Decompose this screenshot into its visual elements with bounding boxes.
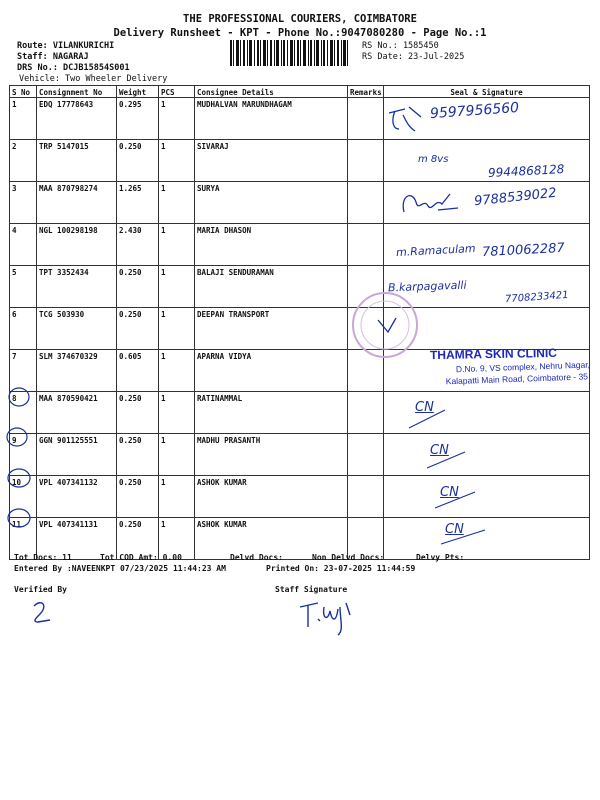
cell-pcs: 1 bbox=[159, 476, 195, 518]
handwritten-phone-2: 9944868128 bbox=[487, 162, 565, 180]
handwritten-mark-4: m.Ramaculam bbox=[395, 241, 476, 260]
cell-pcs: 1 bbox=[159, 224, 195, 266]
cell-weight: 0.250 bbox=[117, 434, 159, 476]
staff-signature-label: Staff Signature bbox=[275, 585, 348, 594]
table-header-row bbox=[10, 86, 590, 98]
barcode-icon bbox=[230, 40, 348, 66]
cell-sno: 1 bbox=[10, 98, 37, 140]
rs-date: RS Date: 23-Jul-2025 bbox=[362, 52, 465, 62]
col-consignee: Consignee Details bbox=[195, 86, 348, 98]
staff-signature-icon bbox=[296, 597, 360, 637]
cell-weight: 2.430 bbox=[117, 224, 159, 266]
cell-remarks bbox=[348, 140, 384, 182]
entered-by: Entered By :NAVEENKPT 07/23/2025 11:44:23 AM bbox=[14, 564, 226, 573]
cell-consignment: NGL 100298198 bbox=[37, 224, 117, 266]
cell-sno: 2 bbox=[10, 140, 37, 182]
cell-consignment: SLM 374670329 bbox=[37, 350, 117, 392]
cell-consignment: TPT 3352434 bbox=[37, 266, 117, 308]
total-docs: Tot Docs: 11 bbox=[14, 553, 72, 562]
cell-consignee: BALAJI SENDURAMAN bbox=[195, 266, 348, 308]
cell-pcs: 1 bbox=[159, 98, 195, 140]
cell-remarks bbox=[348, 392, 384, 434]
signature-scribble-icon bbox=[398, 188, 468, 222]
handwritten-cn-row9: CN bbox=[430, 443, 449, 458]
handwritten-mark-2: m 8vs bbox=[418, 154, 449, 165]
sno-circle-marks bbox=[0, 380, 40, 530]
delivered-docs: Delvd Docs: bbox=[230, 553, 283, 562]
cell-remarks bbox=[348, 476, 384, 518]
cell-consignee: SURYA bbox=[195, 182, 348, 224]
cell-sno: 7 bbox=[10, 350, 37, 392]
cell-weight: 0.250 bbox=[117, 308, 159, 350]
cell-remarks bbox=[348, 224, 384, 266]
handwritten-name-5: B.karpagavalli bbox=[387, 278, 467, 295]
route-label: Route: VILANKURICHI bbox=[17, 41, 115, 51]
cell-pcs: 1 bbox=[159, 518, 195, 560]
cell-pcs: 1 bbox=[159, 140, 195, 182]
handwritten-cn-row10: CN bbox=[440, 485, 459, 500]
col-consignment: Consignment No bbox=[37, 86, 117, 98]
cell-consignee: MUDHALVAN MARUNDHAGAM bbox=[195, 98, 348, 140]
company-name: THE PROFESSIONAL COURIERS, COIMBATORE bbox=[183, 13, 417, 25]
cell-weight: 0.250 bbox=[117, 518, 159, 560]
cell-pcs: 1 bbox=[159, 434, 195, 476]
table-row bbox=[10, 308, 590, 350]
handwritten-cn-row8: CN bbox=[415, 400, 434, 415]
verified-by-label: Verified By bbox=[14, 585, 67, 594]
cell-weight: 0.295 bbox=[117, 98, 159, 140]
cell-consignment: MAA 870590421 bbox=[37, 392, 117, 434]
cn-strike-marks bbox=[405, 398, 505, 548]
col-pcs: PCS bbox=[159, 86, 195, 98]
clinic-stamp-name: THAMRA SKIN CLINIC bbox=[429, 345, 558, 363]
col-sno: S No bbox=[10, 86, 37, 98]
vehicle-label: Vehicle: Two Wheeler Delivery bbox=[19, 74, 168, 84]
cell-consignment: TRP 5147015 bbox=[37, 140, 117, 182]
cell-consignee: APARNA VIDYA bbox=[195, 350, 348, 392]
cell-pcs: 1 bbox=[159, 266, 195, 308]
cell-weight: 0.250 bbox=[117, 392, 159, 434]
runsheet-subtitle: Delivery Runsheet - KPT - Phone No.:9047080280 - Page No.:1 bbox=[113, 27, 487, 39]
delivery-points: Delvy Pts: bbox=[416, 553, 465, 562]
cell-consignee: DEEPAN TRANSPORT bbox=[195, 308, 348, 350]
cell-consignment: GGN 901125551 bbox=[37, 434, 117, 476]
cell-weight: 0.250 bbox=[117, 140, 159, 182]
cell-weight: 0.605 bbox=[117, 350, 159, 392]
cell-sno: 8 bbox=[10, 392, 37, 434]
cell-remarks bbox=[348, 434, 384, 476]
cell-consignee: MARIA DHASON bbox=[195, 224, 348, 266]
cell-consignment: MAA 870798274 bbox=[37, 182, 117, 224]
signature-scribble-icon bbox=[385, 103, 425, 135]
cell-weight: 0.250 bbox=[117, 476, 159, 518]
cell-sno: 11 bbox=[10, 518, 37, 560]
handwritten-phone-5: 7708233421 bbox=[504, 289, 569, 306]
handwritten-phone-4: 7810062287 bbox=[481, 240, 566, 261]
col-remarks: Remarks bbox=[348, 86, 384, 98]
cell-consignee: SIVARAJ bbox=[195, 140, 348, 182]
verifier-signature-icon bbox=[28, 598, 54, 628]
table-row bbox=[10, 266, 590, 308]
cell-remarks bbox=[348, 182, 384, 224]
cell-pcs: 1 bbox=[159, 350, 195, 392]
drs-number: DRS No.: DCJB15854S001 bbox=[17, 63, 130, 73]
cell-remarks bbox=[348, 98, 384, 140]
cell-consignee: ASHOK KUMAR bbox=[195, 476, 348, 518]
cell-pcs: 1 bbox=[159, 182, 195, 224]
cell-weight: 1.265 bbox=[117, 182, 159, 224]
handwritten-phone-3: 9788539022 bbox=[473, 185, 558, 210]
cell-weight: 0.250 bbox=[117, 266, 159, 308]
clinic-stamp-line2: Kalapatti Main Road, Coimbatore - 35 bbox=[445, 371, 589, 387]
handwritten-cn-row11: CN bbox=[445, 522, 464, 537]
cell-pcs: 1 bbox=[159, 392, 195, 434]
col-weight: Weight bbox=[117, 86, 159, 98]
clinic-stamp-line1: D.No. 9, VS complex, Nehru Nagar, bbox=[455, 359, 591, 375]
printed-on: Printed On: 23-07-2025 11:44:59 bbox=[266, 564, 416, 573]
cell-sno: 6 bbox=[10, 308, 37, 350]
col-seal-signature: Seal & Signature bbox=[384, 86, 590, 98]
cell-sno: 4 bbox=[10, 224, 37, 266]
rs-number: RS No.: 1585450 bbox=[362, 41, 439, 51]
cell-pcs: 1 bbox=[159, 308, 195, 350]
cell-consignment: TCG 503930 bbox=[37, 308, 117, 350]
cell-consignee: MADHU PRASANTH bbox=[195, 434, 348, 476]
faded-seal-icon bbox=[350, 290, 420, 360]
handwritten-phone-1: 9597956560 bbox=[429, 99, 520, 123]
cell-consignment: EDQ 17778643 bbox=[37, 98, 117, 140]
cell-sno: 5 bbox=[10, 266, 37, 308]
total-cod-amount: Tot COD Amt: 0.00 bbox=[100, 553, 182, 562]
cell-consignment: VPL 407341131 bbox=[37, 518, 117, 560]
staff-label: Staff: NAGARAJ bbox=[17, 52, 89, 62]
cell-sno: 10 bbox=[10, 476, 37, 518]
cell-sno: 3 bbox=[10, 182, 37, 224]
non-delivered-docs: Non Delvd Docs: bbox=[312, 553, 385, 562]
cell-sno: 9 bbox=[10, 434, 37, 476]
cell-consignment: VPL 407341132 bbox=[37, 476, 117, 518]
cell-consignee: RATINAMMAL bbox=[195, 392, 348, 434]
cell-consignee: ASHOK KUMAR bbox=[195, 518, 348, 560]
